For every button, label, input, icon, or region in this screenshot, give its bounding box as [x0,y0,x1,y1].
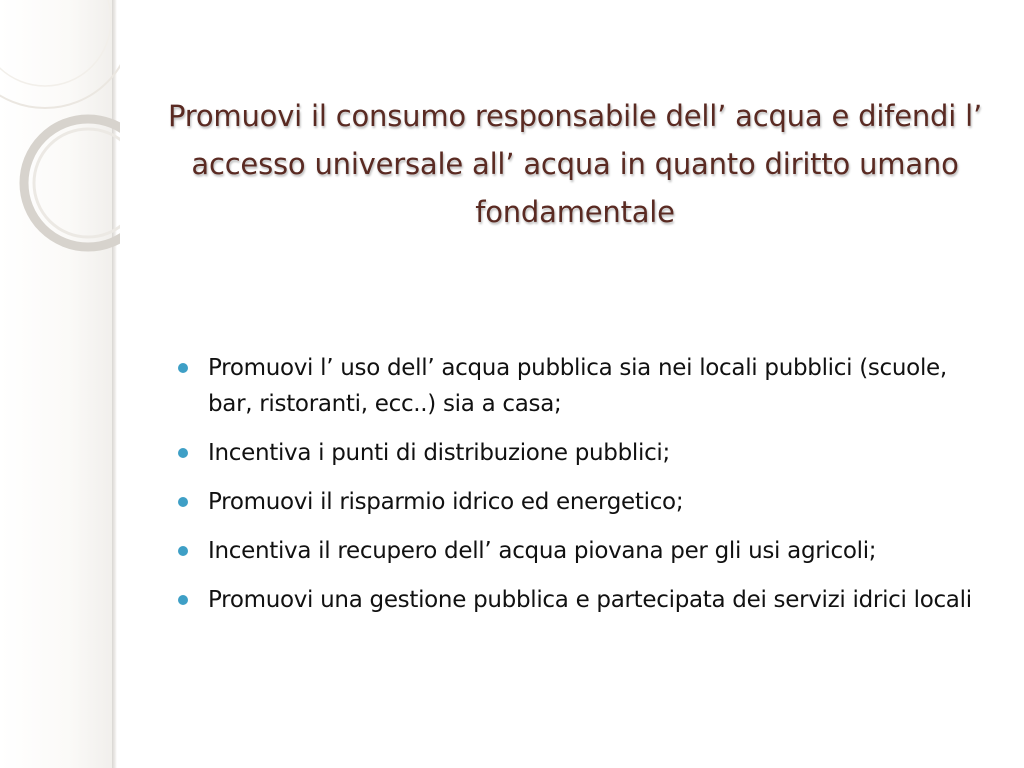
bullet-icon [178,497,188,507]
ring-ornament-icon [0,0,120,260]
list-item [178,533,993,569]
bullet-icon [178,448,188,458]
bullet-icon [178,546,188,556]
bullet-text: Incentiva il recupero dell’ acqua piovana per gli usi agricoli; [208,538,877,564]
bullet-list [178,350,993,631]
slide-title: Promuovi il consumo responsabile dell’ acqua e difendi l’ accesso universale all’ acqua in quanto diritto umano fondamentale [168,99,982,229]
list-item [178,435,993,471]
bullet-text: Promuovi l’ uso dell’ acqua pubblica sia nei locali pubblici (scuole, bar, ristoranti, ecc..) sia a casa; [208,355,947,417]
bullet-icon [178,595,188,605]
bullet-icon [178,363,188,373]
list-item [178,484,993,520]
bullet-text: Incentiva i punti di distribuzione pubblici; [208,440,670,466]
bullet-text: Promuovi una gestione pubblica e partecipata dei servizi idrici locali [208,587,972,613]
list-item [178,582,993,618]
bullet-text: Promuovi il risparmio idrico ed energetico; [208,489,684,515]
list-item [178,350,993,422]
